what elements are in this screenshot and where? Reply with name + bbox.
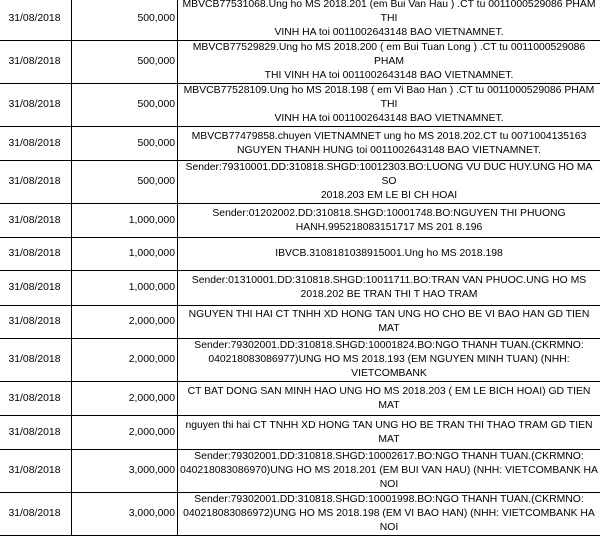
- amount-cell: 2,000,000: [72, 339, 178, 382]
- amount-cell: 2,000,000: [72, 306, 178, 339]
- description-cell: Sender:79310001.DD:310818.SHGD:10012303.BO:LUONG VU DUC HUY.UNG HO MA SO 2018.203 EM LE BI CH HOAI: [178, 161, 600, 204]
- table-row: [0, 238, 600, 271]
- table-row: [0, 271, 600, 306]
- description-cell: Sender:79302001.DD:310818.SHGD:10002617.BO:NGO THANH TUAN.(CKRMNO: 040218083086970)UNG HO MS 2018.201 (EM BUI VAN HAU) (NHH: VIETCOMBANK HA NOI: [178, 450, 600, 493]
- date-cell: 31/08/2018: [0, 0, 72, 41]
- date-cell: 31/08/2018: [0, 84, 72, 127]
- amount-cell: 1,000,000: [72, 204, 178, 238]
- amount-cell: 3,000,000: [72, 450, 178, 493]
- table-row: [0, 339, 600, 382]
- date-cell: 31/08/2018: [0, 493, 72, 536]
- date-cell: 31/08/2018: [0, 161, 72, 204]
- description-cell: MBVCB77529829.Ung ho MS 2018.200 ( em Bui Tuan Long ) .CT tu 0011000529086 PHAM THI VINH HA toi 0011002643148 BAO VIETNAMNET.: [178, 41, 600, 84]
- description-cell: nguyen thi hai CT TNHH XD HONG TAN UNG HO BE TRAN THI THAO TRAM GD TIEN MAT: [178, 416, 600, 450]
- amount-cell: 2,000,000: [72, 416, 178, 450]
- description-cell: Sender:01310001.DD:310818.SHGD:10011711.BO:TRAN VAN PHUOC.UNG HO MS 2018.202 BE TRAN THI T HAO TRAM: [178, 271, 600, 306]
- description-cell: MBVCB77528109.Ung ho MS 2018.198 ( em Vi Bao Han ) .CT tu 0011000529086 PHAM THI VINH HA toi 0011002643148 BAO VIETNAMNET.: [178, 84, 600, 127]
- date-cell: 31/08/2018: [0, 271, 72, 306]
- table-row: [0, 84, 600, 127]
- date-cell: 31/08/2018: [0, 339, 72, 382]
- amount-cell: 500,000: [72, 84, 178, 127]
- table-row: [0, 41, 600, 84]
- description-cell: Sender:79302001.DD:310818.SHGD:10001824.BO:NGO THANH TUAN.(CKRMNO: 040218083086977)UNG HO MS 2018.193 (EM NGUYEN MINH TUAN) (NHH: VIETCOMBANK: [178, 339, 600, 382]
- amount-cell: 500,000: [72, 127, 178, 161]
- description-cell: IBVCB.3108181038915001.Ung ho MS 2018.198: [178, 238, 600, 271]
- date-cell: 31/08/2018: [0, 127, 72, 161]
- table-row: [0, 0, 600, 41]
- date-cell: 31/08/2018: [0, 416, 72, 450]
- description-cell: Sender:01202002.DD:310818.SHGD:10001748.BO:NGUYEN THI PHUONG HANH.995218083151717 MS 201 8.196: [178, 204, 600, 238]
- description-cell: MBVCB77479858.chuyen VIETNAMNET ung ho MS 2018.202.CT tu 0071004135163 NGUYEN THANH HUNG toi 0011002643148 BAO VIETNAMNET.: [178, 127, 600, 161]
- table-row: [0, 306, 600, 339]
- date-cell: 31/08/2018: [0, 204, 72, 238]
- table-row: [0, 450, 600, 493]
- amount-cell: 500,000: [72, 161, 178, 204]
- description-cell: Sender:79302001.DD:310818.SHGD:10001998.BO:NGO THANH TUAN.(CKRMNO: 040218083086972)UNG HO MS 2018.198 (EM VI BAO HAN) (NHH: VIETCOMBANK HA NOI: [178, 493, 600, 536]
- description-cell: MBVCB77531068.Ung ho MS 2018.201 (em Bui Van Hau ) .CT tu 0011000529086 PHAM THI VINH HA toi 0011002643148 BAO VIETNAMNET.: [178, 0, 600, 41]
- amount-cell: 1,000,000: [72, 271, 178, 306]
- table-row: [0, 416, 600, 450]
- date-cell: 31/08/2018: [0, 238, 72, 271]
- description-cell: NGUYEN THI HAI CT TNHH XD HONG TAN UNG HO CHO BE VI BAO HAN GD TIEN MAT: [178, 306, 600, 339]
- date-cell: 31/08/2018: [0, 306, 72, 339]
- table-row: [0, 382, 600, 416]
- table-row: [0, 161, 600, 204]
- date-cell: 31/08/2018: [0, 382, 72, 416]
- amount-cell: 1,000,000: [72, 238, 178, 271]
- table-row: [0, 127, 600, 161]
- amount-cell: 2,000,000: [72, 382, 178, 416]
- date-cell: 31/08/2018: [0, 450, 72, 493]
- date-cell: 31/08/2018: [0, 41, 72, 84]
- amount-cell: 500,000: [72, 0, 178, 41]
- table-row: [0, 204, 600, 238]
- table-row: [0, 493, 600, 536]
- description-cell: CT BAT DONG SAN MINH HAO UNG HO MS 2018.203 ( EM LE BICH HOAI) GD TIEN MAT: [178, 382, 600, 416]
- amount-cell: 3,000,000: [72, 493, 178, 536]
- amount-cell: 500,000: [72, 41, 178, 84]
